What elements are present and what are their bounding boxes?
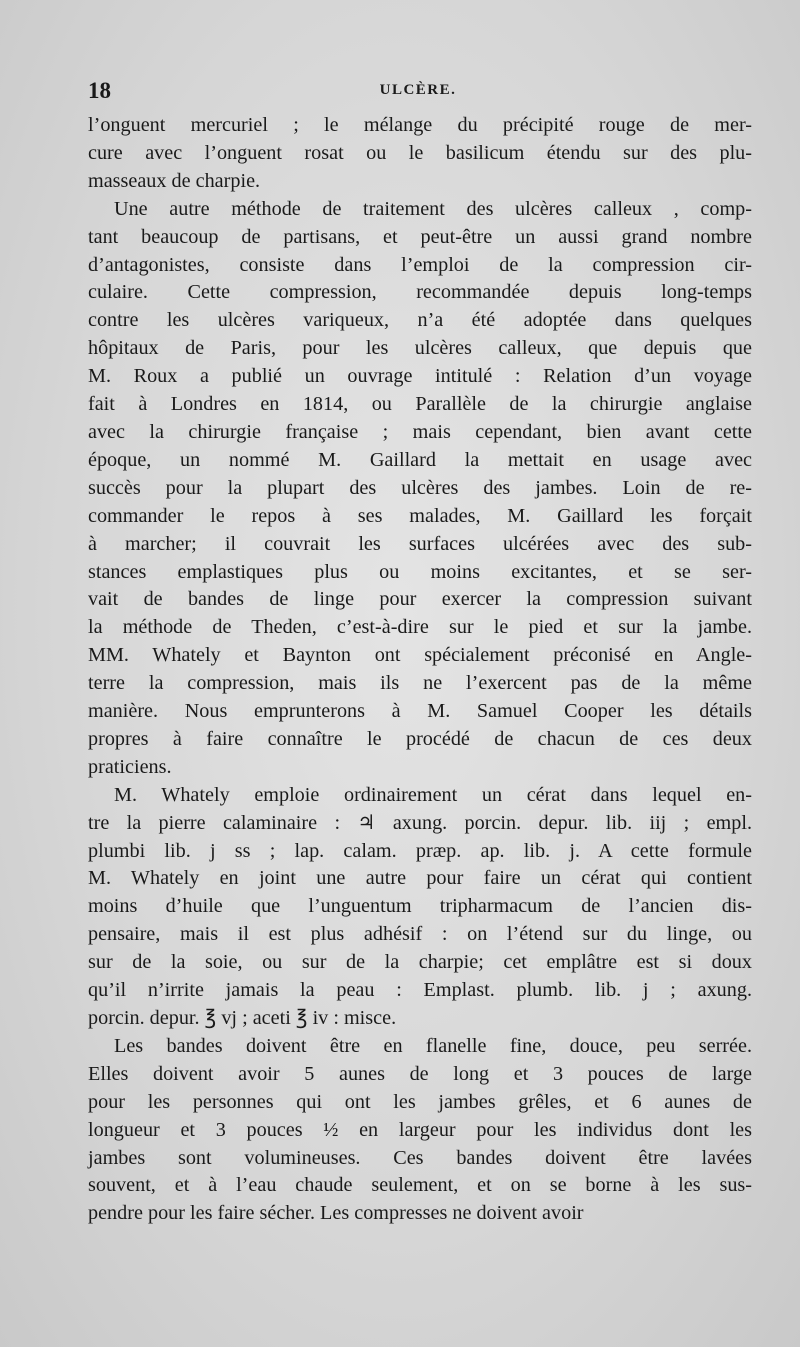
- body-text: [88, 112, 752, 1228]
- text-line: d’antagonistes, consiste dans l’emploi de la compression cir-: [88, 253, 752, 276]
- paragraph: [88, 782, 752, 1033]
- text-line: avec la chirurgie française ; mais cependant, bien avant cette: [88, 420, 752, 443]
- text-line: terre la compression, mais ils ne l’exercent pas de la même: [88, 672, 752, 695]
- text-line: masseaux de charpie.: [88, 169, 261, 192]
- text-line: Les bandes doivent être en flanelle fine, douce, peu serrée.: [114, 1034, 752, 1057]
- text-line: jambes sont volumineuses. Ces bandes doivent être lavées: [88, 1146, 752, 1169]
- text-line: pensaire, mais il est plus adhésif : on l’étend sur du linge, ou: [88, 923, 752, 946]
- text-line: M. Whately en joint une autre pour faire un cérat qui contient: [88, 867, 752, 890]
- text-line: souvent, et à l’eau chaude seulement, et on se borne à les sus-: [88, 1174, 752, 1197]
- text-line: tre la pierre calaminaire : ♃ axung. porcin. depur. lib. iij ; empl.: [88, 811, 752, 834]
- text-line: succès pour la plupart des ulcères des jambes. Loin de re-: [88, 476, 752, 499]
- text-line: hôpitaux de Paris, pour les ulcères calleux, que depuis que: [88, 337, 752, 360]
- text-line: sur de la soie, ou sur de la charpie; cet emplâtre est si doux: [88, 951, 752, 974]
- text-line: tant beaucoup de partisans, et peut-être un aussi grand nombre: [88, 225, 752, 248]
- text-line: M. Roux a publié un ouvrage intitulé : Relation d’un voyage: [88, 365, 752, 388]
- text-line: à marcher; il couvrait les surfaces ulcérées avec des sub-: [88, 532, 752, 555]
- text-line: plumbi lib. j ss ; lap. calam. præp. ap. lib. j. A cette formule: [88, 839, 752, 862]
- text-line: culaire. Cette compression, recommandée depuis long-temps: [88, 281, 752, 304]
- text-line: praticiens.: [88, 755, 172, 778]
- text-line: vait de bandes de linge pour exercer la compression suivant: [88, 588, 752, 611]
- text-line: Elles doivent avoir 5 aunes de long et 3 pouces de large: [88, 1062, 752, 1085]
- running-title: ULCÈRE.: [379, 82, 457, 98]
- text-line: pendre pour les faire sécher. Les compresses ne doivent avoir: [88, 1202, 584, 1225]
- paragraph: [88, 112, 752, 196]
- page-number: 18: [88, 78, 111, 103]
- text-line: fait à Londres en 1814, ou Parallèle de la chirurgie anglaise: [88, 393, 752, 416]
- running-head: [88, 78, 748, 108]
- text-line: la méthode de Theden, c’est-à-dire sur le pied et sur la jambe.: [88, 616, 752, 639]
- text-line: moins d’huile que l’unguentum tripharmacum de l’ancien dis-: [88, 895, 752, 918]
- text-line: porcin. depur. ℥ vj ; aceti ℥ iv : misce.: [88, 1007, 397, 1029]
- text-line: Une autre méthode de traitement des ulcères calleux , comp-: [114, 197, 752, 220]
- text-line: cure avec l’onguent rosat ou le basilicum étendu sur des plu-: [88, 141, 752, 164]
- paragraph: [88, 1033, 752, 1228]
- text-line: pour les personnes qui ont les jambes grêles, et 6 aunes de: [88, 1090, 752, 1113]
- text-line: qu’il n’irrite jamais la peau : Emplast. plumb. lib. j ; axung.: [88, 979, 752, 1002]
- text-line: contre les ulcères variqueux, n’a été adoptée dans quelques: [88, 309, 752, 332]
- text-line: commander le repos à ses malades, M. Gaillard les forçait: [88, 504, 752, 527]
- text-line: manière. Nous emprunterons à M. Samuel Cooper les détails: [88, 700, 752, 723]
- text-line: M. Whately emploie ordinairement un cérat dans lequel en-: [114, 783, 752, 806]
- text-line: longueur et 3 pouces ½ en largeur pour les individus dont les: [88, 1118, 752, 1141]
- text-line: stances emplastiques plus ou moins excitantes, et se ser-: [88, 560, 752, 583]
- text-line: l’onguent mercuriel ; le mélange du précipité rouge de mer-: [88, 114, 752, 136]
- text-line: MM. Whately et Baynton ont spécialement préconisé en Angle-: [88, 644, 752, 667]
- paragraph: [88, 196, 752, 782]
- text-line: propres à faire connaître le procédé de chacun de ces deux: [88, 727, 752, 750]
- text-line: époque, un nommé M. Gaillard la mettait en usage avec: [88, 448, 752, 471]
